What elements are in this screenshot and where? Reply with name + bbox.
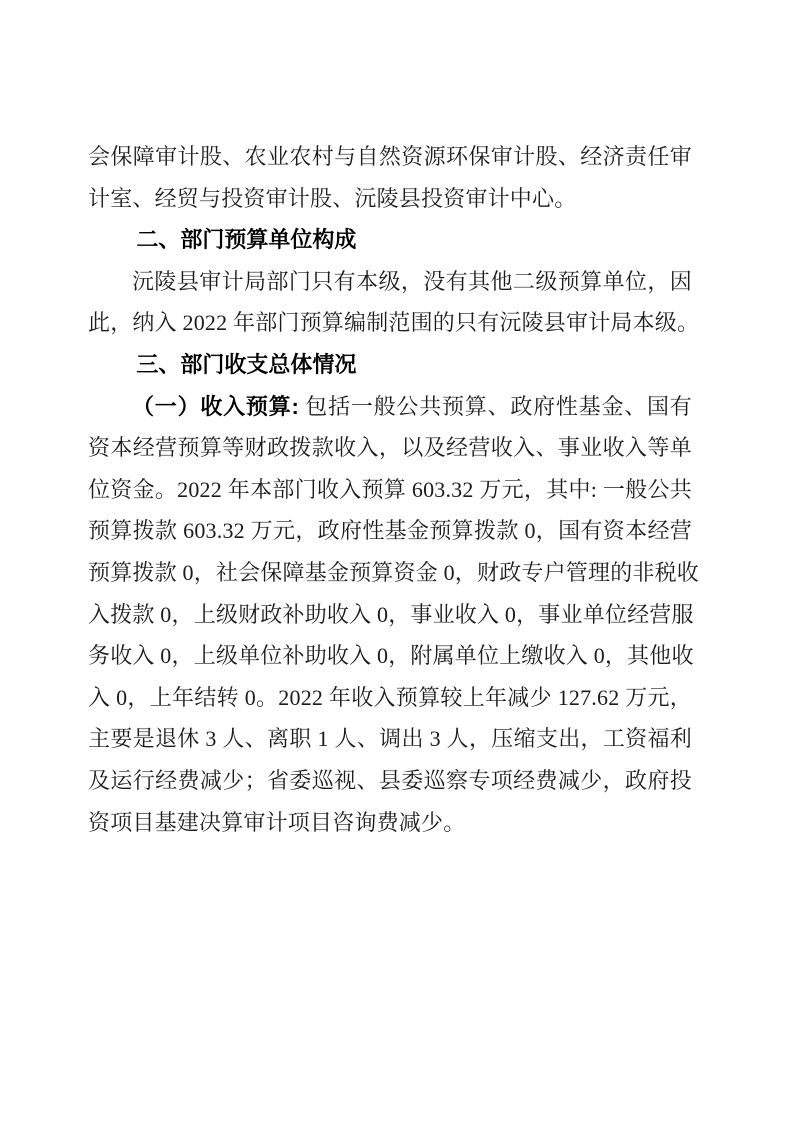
paragraph-3-line: 资本经营预算等财政拨款收入，以及经营收入、事业收入等单 (88, 435, 692, 461)
paragraph-1-line: 计室、经贸与投资审计股、沅陵县投资审计中心。 (88, 185, 577, 211)
paragraph-3-line: 入拨款 0，上级财政补助收入 0，事业收入 0，事业单位经营服 (88, 601, 694, 627)
paragraph-3-line: 及运行经费减少；省委巡视、县委巡察专项经费减少，政府投 (88, 767, 692, 793)
income-budget-lead-label: （一）收入预算: (132, 393, 299, 419)
paragraph-3-line: 入 0，上年结转 0。2022 年收入预算较上年减少 127.62 万元， (88, 684, 692, 710)
section-heading-2: 二、部门预算单位构成 (136, 227, 357, 253)
paragraph-3-line: 预算拨款 603.32 万元，政府性基金预算拨款 0，国有资本经营 (88, 518, 692, 544)
paragraph-3-line: 位资金。2022 年本部门收入预算 603.32 万元，其中: 一般公共 (88, 476, 692, 502)
paragraph-3-line (88, 386, 692, 428)
paragraph-3-line: 主要是退休 3 人、离职 1 人、调出 3 人，压缩支出，工资福利 (88, 726, 692, 752)
paragraph-1-line: 会保障审计股、农业农村与自然资源环保审计股、经济责任审 (88, 144, 692, 169)
section-heading-3: 三、部门收支总体情况 (136, 351, 357, 377)
paragraph-3-line-text: 包括一般公共预算、政府性基金、国有 (299, 393, 692, 419)
paragraph-3-line: 务收入 0，上级单位补助收入 0，附属单位上缴收入 0，其他收 (88, 643, 694, 669)
paragraph-2-line: 沅陵县审计局部门只有本级，没有其他二级预算单位，因 (132, 268, 692, 294)
paragraph-2-line: 此，纳入 2022 年部门预算编制范围的只有沅陵县审计局本级。 (88, 310, 700, 336)
document-text-content (88, 136, 700, 843)
paragraph-3-line: 预算拨款 0，社会保障基金预算资金 0，财政专户管理的非税收 (88, 559, 700, 585)
paragraph-3-line: 资项目基建决算审计项目咨询费减少。 (88, 809, 466, 835)
